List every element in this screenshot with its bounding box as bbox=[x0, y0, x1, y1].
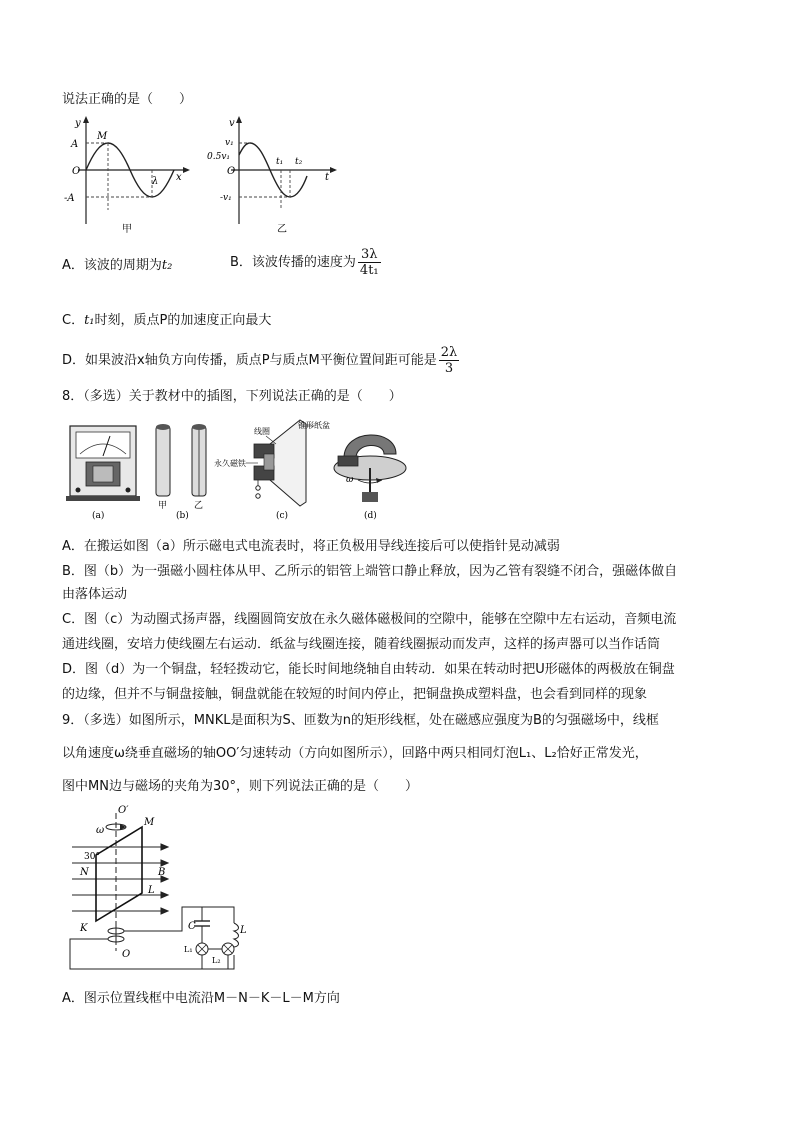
q7-stem-tail: 说法正确的是（ ） bbox=[62, 92, 193, 107]
q7-option-b-fraction: $\frac{3\lambda}{\text{4t₁}}$ bbox=[359, 247, 379, 278]
q8-line-5: 通进线圈，安培力使线圈左右运动．纸盆与线圈连接，随着线圈振动而发声，这样的扬声器可以当作话筒 bbox=[62, 637, 661, 652]
q8-label-yi: 乙 bbox=[194, 501, 204, 511]
q7-option-d-fraction: $\frac{2\lambda}{3}$ bbox=[440, 345, 458, 376]
yi-half-v1-label: 0.5v₁ bbox=[207, 152, 231, 162]
q8-label-magnet: 永久磁铁 bbox=[214, 459, 246, 468]
q8-caption-b: (b) bbox=[176, 511, 189, 521]
jia-y-label: y bbox=[75, 118, 81, 129]
q8-label-omega: ω bbox=[346, 475, 354, 485]
q9-option-a: A．图示位置线框中电流沿M－N－K－L－M方向 bbox=[62, 991, 340, 1006]
jia-caption: 甲 bbox=[122, 224, 132, 235]
q8-caption-d: (d) bbox=[364, 511, 377, 521]
yi-caption: 乙 bbox=[277, 224, 287, 235]
jia-lambda-label: λ bbox=[152, 176, 159, 187]
q7-option-d: D．如果波沿x轴负方向传播，质点P与质点M平衡位置间距可能是 $\frac{2\lambda}{3}$ bbox=[62, 345, 458, 376]
q8-line-1: A．在搬运如图（a）所示磁电式电流表时，将正负极用导线连接后可以使指针晃动减弱 bbox=[62, 539, 560, 554]
q8-caption-a: (a) bbox=[92, 511, 105, 521]
q9-label-O-top: O′ bbox=[118, 805, 129, 816]
q9-label-B: B bbox=[158, 867, 166, 878]
q8-label-coil: 线圈 bbox=[254, 427, 270, 436]
q9-label-M: M bbox=[144, 817, 155, 828]
q9-label-L-inductor: L bbox=[240, 925, 247, 936]
q9-label-O-bottom: O bbox=[122, 949, 131, 960]
q9-label-L-corner: L bbox=[148, 885, 155, 896]
q7-figure-jia bbox=[60, 114, 195, 238]
q9-label-L2: L₂ bbox=[212, 956, 221, 965]
yi-origin: O bbox=[227, 166, 236, 177]
q8-line-6: D．图（d）为一个铜盘，轻轻拨动它，能长时间地绕轴自由转动．如果在转动时把U形磁体的两极放在铜盘 bbox=[62, 662, 675, 677]
q8-line-2: B．图（b）为一强磁小圆柱体从甲、乙所示的铝管上端管口静止释放，因为乙管有裂缝不闭合，强磁体做自 bbox=[62, 564, 678, 579]
q9-figure bbox=[62, 803, 252, 975]
yi-t1-label: t₁ bbox=[276, 157, 284, 167]
q8-caption-c: (c) bbox=[276, 511, 289, 521]
yi-v-label: v bbox=[229, 118, 235, 129]
q9-label-K: K bbox=[80, 923, 88, 934]
yi-t-label: t bbox=[325, 172, 330, 183]
q9-label-N: N bbox=[80, 867, 89, 878]
jia-x-label: x bbox=[176, 172, 182, 183]
aluminum-tubes-drawing bbox=[156, 424, 206, 496]
q9-line-2: 以角速度ω绕垂直磁场的轴OO′匀速转动（方向如图所示），回路中两只相同灯泡L₁、L₂恰好正常发光， bbox=[62, 746, 648, 761]
q8-line-7: 的边缘，但并不与铜盘接触，铜盘就能在较短的时间内停止，把铜盘换成塑料盘，也会看到同样的现象 bbox=[62, 687, 648, 702]
q9-label-angle: 30° bbox=[84, 852, 100, 862]
q7-figure-yi bbox=[205, 114, 340, 238]
q9-line-1: 9．（多选）如图所示，MNKL是面积为S、匝数为n的矩形线框，处在磁感应强度为B的匀强磁场中，线框 bbox=[62, 713, 659, 728]
q9-label-omega: ω bbox=[96, 825, 105, 836]
jia-negA-label: -A bbox=[64, 193, 75, 204]
q9-label-C: C bbox=[188, 921, 196, 932]
q9-line-3: 图中MN边与磁场的夹角为30°，则下列说法正确的是（ ） bbox=[62, 779, 418, 794]
q8-label-cone: 锥形纸盆 bbox=[298, 421, 330, 430]
jia-M-label: M bbox=[97, 131, 108, 142]
yi-neg-v1-label: -v₁ bbox=[220, 193, 232, 203]
q7-option-a: A．该波的周期为t₂ bbox=[62, 258, 173, 273]
q7-option-c: C．t₁时刻，质点P的加速度正向最大 bbox=[62, 313, 272, 328]
jia-origin: O bbox=[72, 166, 81, 177]
yi-v1-label: v₁ bbox=[225, 138, 234, 148]
copper-disc-drawing bbox=[334, 435, 406, 502]
q7-option-b: B．该波传播的速度为 $\frac{3\lambda}{\text{4t₁}}$ bbox=[230, 247, 379, 278]
q8-label-jia: 甲 bbox=[158, 501, 168, 511]
q9-label-L1: L₁ bbox=[184, 945, 193, 954]
yi-t2-label: t₂ bbox=[295, 157, 303, 167]
q8-line-3: 由落体运动 bbox=[62, 587, 128, 602]
q8-stem: 8．（多选）关于教材中的插图，下列说法正确的是（ ） bbox=[62, 389, 402, 404]
jia-A-label: A bbox=[71, 139, 79, 150]
galvanometer-drawing bbox=[66, 426, 140, 501]
q8-figure bbox=[62, 414, 412, 526]
q8-line-4: C．图（c）为动圈式扬声器，线圈圆筒安放在永久磁体磁极间的空隙中，能够在空隙中左右运动，音频电流 bbox=[62, 612, 677, 627]
